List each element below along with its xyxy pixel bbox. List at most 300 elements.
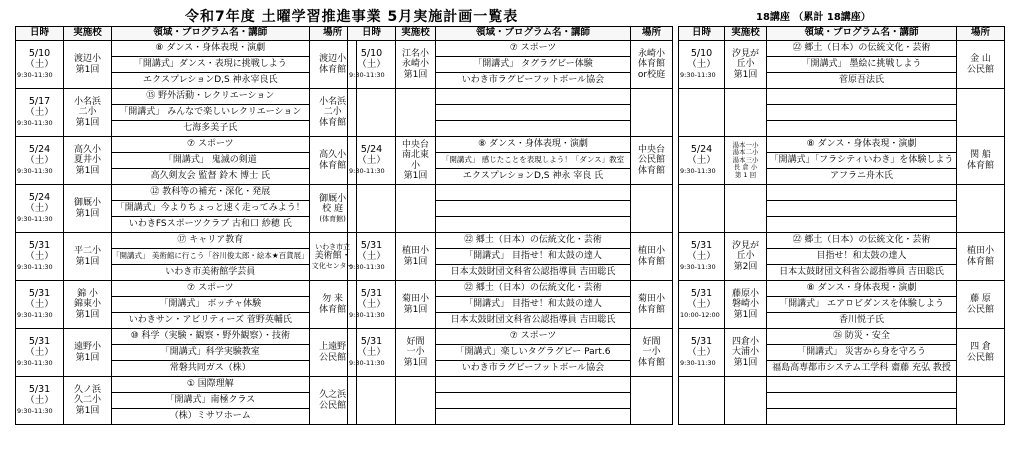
school-line: 小 [410,160,420,171]
date-cell [348,233,396,281]
time: 9:30-11:30 [349,167,385,176]
school-cell [725,137,767,185]
place-line: いわき市立 [315,243,351,252]
place-cell [957,329,1005,377]
school-cell [396,329,436,377]
place-line: 久之浜 [319,390,347,401]
school-line: 錦 小 [77,288,98,299]
program-area: ⑧ ダンス・身体表現・演劇 [767,137,957,153]
school-line: 第1回 [403,256,428,267]
school-line: 丘小 [736,251,755,262]
school-line: 湯本二小 [732,148,759,157]
program-area: ⑮ 野外活動・レクリエーション [112,89,310,105]
school-line: 高久小 [73,144,101,155]
table-row [348,377,673,393]
school-line: 第1回 [403,69,428,80]
school-line: 第1回 [75,405,100,416]
program-area [767,377,957,393]
school-line: 第2回 [733,261,758,272]
instructor [436,217,631,233]
place-cell [957,233,1005,281]
date-cell [679,377,725,425]
instructor: いわき市美術館学芸員 [112,265,310,281]
program-title: 「開講式」 美術館に行こう「谷川俊太郎・絵本★百貨展」 [112,249,310,265]
instructor: エクスプレションD,S 神永宰良氏 [112,73,310,89]
instructor: 日本太鼓財団文科省公認指導員 吉田聡氏 [436,313,631,329]
weekday: （土） [357,347,386,359]
place-cell [631,329,673,377]
place-line: 上遠野 [319,342,347,353]
schedule-table-right [678,26,1005,425]
weekday: （土） [687,251,716,263]
time: 10:00-12:00 [680,311,720,320]
place-line: 体育館 [966,160,994,171]
table-row [348,41,673,57]
school-line: 第1回 [733,69,758,80]
place-line: 文化センター [311,261,354,270]
place-cell [631,89,673,137]
place-line: 体育館 [637,59,665,70]
program-area: ⑫ 教科等の補充・深化・発展 [112,185,310,201]
date-cell [16,233,64,281]
table-row [348,89,673,105]
table-row [679,377,1005,393]
school-line: 四倉小 [731,336,759,347]
instructor [767,409,957,425]
instructor: 日本太鼓財団文科省公認指導員 吉田聡氏 [767,265,957,281]
place-line: 体育館 [319,160,347,171]
date: 5/10 [360,48,383,60]
program-area: ㉒ 郷土（日本）の伝統文化・芸術 [436,281,631,297]
table-row [16,233,357,249]
program-area: ⑰ キャリア教育 [112,233,310,249]
school-cell [64,233,112,281]
table-row [348,329,673,345]
school-cell [64,185,112,233]
header-place: 場所 [631,27,673,41]
table-row [16,377,357,393]
program-area [767,89,957,105]
table-row [348,137,673,153]
instructor [767,121,957,137]
school-line: 南北東 [401,150,429,161]
school-cell [64,377,112,425]
school-line: 汐見が [731,240,759,251]
program-area: ⑦ スポーツ [436,329,631,345]
school-cell [64,89,112,137]
time: 9:30-11:30 [349,311,385,320]
date-cell [348,89,396,137]
place-line: 永崎小 [637,48,665,59]
program-area: ⑦ スポーツ [436,41,631,57]
time: 9:30-11:30 [17,263,53,272]
program-title [436,201,631,217]
date: 5/31 [690,288,713,300]
time: 9:30-11:30 [680,71,716,80]
place-line: 公民館 [966,304,994,315]
school-cell [725,41,767,89]
time: 9:30-11:30 [17,407,53,416]
place-line: 体育館 [637,357,665,368]
place-line: (体育館) [319,214,346,223]
table-row [679,137,1005,153]
school-line: 長 倉 小 [733,163,758,172]
document-title: 令和7年度 土曜学習推進事業 5月実施計画一覧表 [185,9,519,25]
school-line: 植田小 [401,246,429,257]
program-area: ⑧ ダンス・身体表現・演劇 [767,281,957,297]
place-line: 植田小 [637,246,665,257]
program-area: ① 国際理解 [112,377,310,393]
school-line: 二小 [78,107,97,118]
document-header [0,6,1024,24]
instructor [436,121,631,137]
place-line: 公民館 [966,352,994,363]
school-line: 湯本三小 [732,155,759,164]
program-area: ㉒ 郷土（日本）の伝統文化・芸術 [767,233,957,249]
school-line: 渡辺小 [73,54,101,65]
school-line: 第1回 [75,117,100,128]
place-cell [957,281,1005,329]
date: 5/24 [28,192,51,204]
program-area [436,185,631,201]
school-line: 御厩小 [73,198,101,209]
time: 9:30-11:30 [17,167,53,176]
school-line: 小名浜 [73,96,101,107]
program-title: 「開講式」 災害から身を守ろう [767,345,957,361]
table-row [348,281,673,297]
school-cell [725,89,767,137]
school-line: 第 1 回 [734,170,757,179]
program-area: ㉒ 郷土（日本）の伝統文化・芸術 [767,41,957,57]
program-area: ⑦ スポーツ [112,281,310,297]
weekday: （土） [357,155,386,167]
date-cell [348,137,396,185]
school-line: 第1回 [733,357,758,368]
program-title: 「開講式」 墨絵に挑戦しよう [767,57,957,73]
header-date: 日時 [16,27,64,41]
table-row [679,281,1005,297]
date-cell [16,329,64,377]
weekday: （土） [25,299,54,311]
school-cell [725,377,767,425]
program-area [436,377,631,393]
place-line: 体育館 [637,165,665,176]
date-cell [16,41,64,89]
weekday: （土） [687,347,716,359]
weekday: （土） [25,203,54,215]
program-title: 「開講式」 ボッチャ体験 [112,297,310,313]
place-line: 体育館 [637,256,665,267]
place-line: 小名浜 [319,96,347,107]
table-row [679,41,1005,57]
school-line: 第1回 [733,309,758,320]
program-area: ⑧ ダンス・身体表現・演劇 [436,137,631,153]
weekday: （土） [25,395,54,407]
program-title: 「開講式」楽しいタグラグビー Part.6 [436,345,631,361]
weekday: （土） [687,59,716,71]
place-cell [631,137,673,185]
place-line: 体育館 [319,117,347,128]
instructor: いわきFSスポーツクラブ 古和口 紗穂 氏 [112,217,310,233]
date-cell [348,41,396,89]
program-title: 「開講式」 感じたことを表現しよう！「ダンス」教室 [436,153,631,169]
place-line: 渡辺小 [319,54,347,65]
time: 9:30-11:30 [349,71,385,80]
program-area [767,185,957,201]
instructor: いわきサン・アビリティーズ 菅野英輔氏 [112,313,310,329]
school-line: 一小 [406,347,425,358]
school-line: 久二小 [73,395,101,406]
place-line: 藤 原 [970,294,991,305]
date: 5/31 [360,240,383,252]
place-line: 植田小 [966,246,994,257]
header-school: 実施校 [725,27,767,41]
course-count: 18講座 （累計 18講座） [756,12,871,23]
place-line: 公民館 [319,400,347,411]
school-cell [396,185,436,233]
place-line: 校 庭 [322,204,344,215]
date: 5/10 [690,48,713,60]
program-title: 「開講式」今よりちょっと速く走ってみよう！ [112,201,310,217]
program-area: ⑧ ダンス・身体表現・演劇 [112,41,310,57]
school-line: 永崎小 [401,59,429,70]
date: 5/10 [28,48,51,60]
date-cell [348,281,396,329]
weekday: （土） [25,347,54,359]
date: 5/31 [360,288,383,300]
school-line: 磐崎小 [731,299,759,310]
date: 5/24 [360,144,383,156]
date: 5/24 [690,144,713,156]
header-row [679,27,1005,41]
instructor: アフラニ舟木氏 [767,169,957,185]
time: 9:30-11:30 [17,71,53,80]
weekday: （土） [357,59,386,71]
program-title: 「開講式」「フラシティいわき」を体験しよう [767,153,957,169]
place-line: 中央台 [637,144,665,155]
place-line: or校庭 [637,69,666,80]
school-line: 第1回 [75,256,100,267]
date-cell [679,41,725,89]
school-cell [396,377,436,425]
date: 5/31 [360,336,383,348]
instructor: 日本太鼓財団文科省公認指導員 吉田聡氏 [436,265,631,281]
time: 9:30-11:30 [17,119,53,128]
instructor: いわき市ラグビーフットボール協会 [436,361,631,377]
instructor: いわき市ラグビーフットボール協会 [436,73,631,89]
program-title: 「開講式」 目指せ！和太鼓の達人 [436,249,631,265]
table-row [679,89,1005,105]
date: 5/31 [28,240,51,252]
school-cell [396,137,436,185]
place-line: 一小 [642,347,661,358]
date: 5/31 [28,336,51,348]
table-row [348,233,673,249]
school-line: 第1回 [403,357,428,368]
school-line: 第1回 [75,208,100,219]
program-title: 「開講式」 エアロビダンスを体験しよう [767,297,957,313]
weekday: （土） [357,299,386,311]
school-line: 丘小 [736,59,755,70]
header-school: 実施校 [64,27,112,41]
school-cell [396,233,436,281]
school-cell [64,137,112,185]
header-school: 実施校 [396,27,436,41]
date-cell [348,329,396,377]
date-cell [679,233,725,281]
school-line: 藤原小 [731,288,759,299]
weekday: （土） [25,59,54,71]
date-cell [348,377,396,425]
table-row [679,233,1005,249]
table-row [348,185,673,201]
school-line: 第1回 [75,309,100,320]
school-line: 第1回 [75,64,100,75]
time: 9:30-11:30 [17,215,53,224]
place-line: 御厩小 [319,194,347,205]
program-area [436,89,631,105]
place-line: 金 山 [970,54,991,65]
place-line: 好間 [642,336,661,347]
instructor: 香川悦子氏 [767,313,957,329]
program-title [767,201,957,217]
instructor [767,217,957,233]
place-cell [631,233,673,281]
instructor: 福島高専都市システム工学科 齋藤 充弘 教授 [767,361,957,377]
school-cell [725,185,767,233]
date: 5/31 [28,384,51,396]
schedule-table-middle [347,26,673,425]
table-row [679,185,1005,201]
date-cell [16,281,64,329]
date: 5/31 [690,240,713,252]
table-row [16,281,357,297]
date-cell [16,137,64,185]
header-row [16,27,357,41]
school-line: 久ノ浜 [73,384,101,395]
date: 5/17 [28,96,51,108]
program-title: 「開講式」 みんなで楽しいレクリエーション [112,105,310,121]
weekday: （土） [357,251,386,263]
header-program: 領域・プログラム名・講師 [112,27,310,41]
place-line: 四 倉 [970,342,991,353]
school-line: 大浦小 [731,347,759,358]
program-area: ⑩ 科学（実験・観察・野外観察）・技術 [112,329,310,345]
table-row [16,89,357,105]
time: 9:30-11:30 [349,263,385,272]
header-date: 日時 [679,27,725,41]
date-cell [16,377,64,425]
table-row [16,41,357,57]
table-row [16,137,357,153]
date-cell [679,281,725,329]
place-cell [957,89,1005,137]
school-line: 江名小 [401,48,429,59]
school-line: 好間 [406,336,425,347]
place-line: 関 船 [970,150,991,161]
program-title [436,105,631,121]
time: 9:30-11:30 [680,359,716,368]
date-cell [679,329,725,377]
date-cell [348,185,396,233]
school-line: 第1回 [75,165,100,176]
school-cell [396,89,436,137]
place-line: 公民館 [637,155,665,166]
program-title: 「開講式」 目指せ！和太鼓の達人 [436,297,631,313]
date-cell [16,89,64,137]
school-line: 遠野小 [73,342,101,353]
weekday: （土） [687,155,716,167]
table-row [16,329,357,345]
instructor: 七海多美子氏 [112,121,310,137]
program-title [767,105,957,121]
place-line: 美術館・ [314,251,351,262]
school-cell [725,329,767,377]
instructor: エクスプレションD,S 神永 宰良 氏 [436,169,631,185]
place-cell [957,377,1005,425]
instructor: 高久剣友会 監督 鈴木 博士 氏 [112,169,310,185]
place-cell [957,185,1005,233]
school-line: 平二小 [73,246,101,257]
time: 9:30-11:30 [349,359,385,368]
program-area: ⑦ スポーツ [112,137,310,153]
place-line: 勿 来 [322,294,344,305]
place-line: 体育館 [966,256,994,267]
program-area: ㉖ 防災・安全 [767,329,957,345]
place-line: 高久小 [319,150,347,161]
school-line: 夏井小 [73,155,101,166]
program-title: 「開講式」 鬼滅の剣道 [112,153,310,169]
header-place: 場所 [957,27,1005,41]
time: 9:30-11:30 [680,167,716,176]
header-date: 日時 [348,27,396,41]
program-title: 「開講式」ダンス・表現に挑戦しよう [112,57,310,73]
place-cell [631,41,673,89]
date-cell [679,185,725,233]
instructor [436,409,631,425]
date: 5/24 [28,144,51,156]
school-line: 第1回 [403,304,428,315]
program-title: 「開講式」科学実験教室 [112,345,310,361]
school-line: 汐見が [731,48,759,59]
weekday: （土） [25,107,54,119]
program-title: 「開講式」南極クラス [112,393,310,409]
place-cell [631,185,673,233]
place-cell [631,281,673,329]
instructor: （株）ミサワホーム [112,409,310,425]
school-line: 中央台 [401,139,429,150]
school-cell [64,41,112,89]
place-line: 二小 [323,107,342,118]
school-line: 第1回 [403,170,428,181]
school-cell [64,281,112,329]
place-cell [957,41,1005,89]
header-program: 領域・プログラム名・講師 [436,27,631,41]
place-cell [631,377,673,425]
place-line: 体育館 [637,304,665,315]
place-cell [957,137,1005,185]
table-row [16,185,357,201]
school-cell [64,329,112,377]
date: 5/31 [28,288,51,300]
place-line: 菊田小 [637,294,665,305]
date-cell [679,89,725,137]
school-line: 菊田小 [401,294,429,305]
weekday: （土） [25,155,54,167]
weekday: （土） [687,299,716,311]
school-cell [396,41,436,89]
schedule-table-left [15,26,357,425]
